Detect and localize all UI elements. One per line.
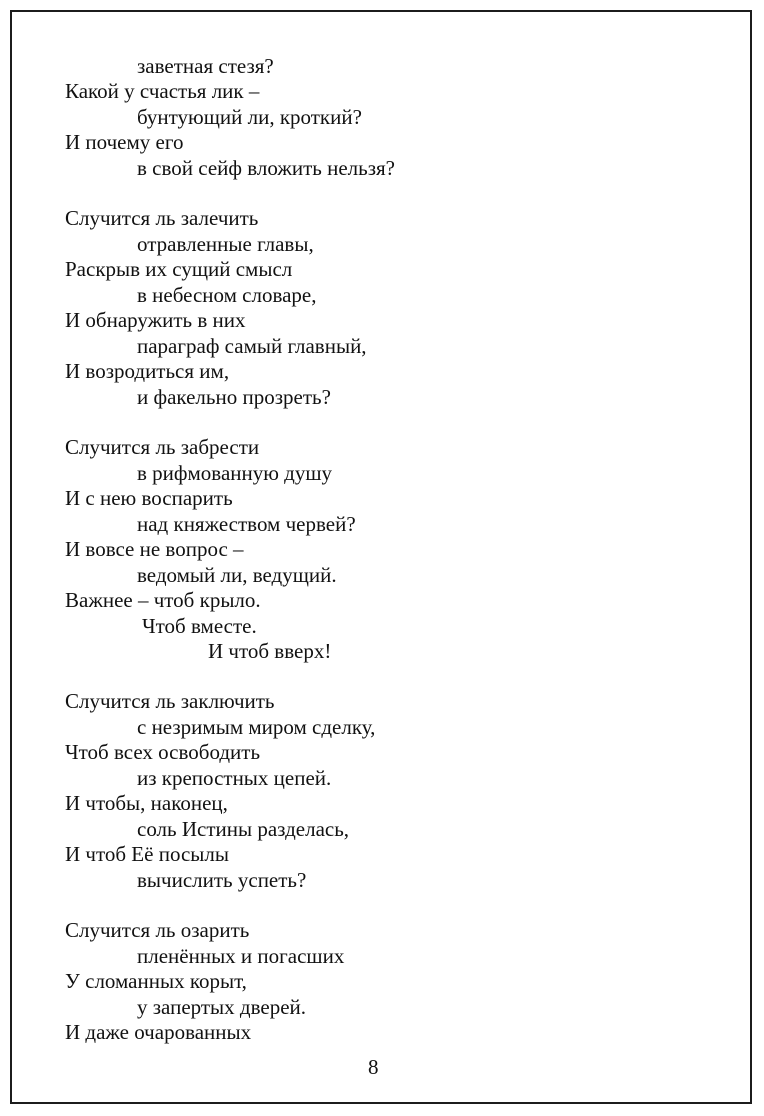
poem-line: Случится ль заключить bbox=[65, 689, 275, 713]
poem-line: заветная стезя? bbox=[137, 54, 274, 78]
poem-line: у запертых дверей. bbox=[137, 995, 307, 1019]
poem-line: отравленные главы, bbox=[137, 232, 314, 256]
poem-line: И даже очарованных bbox=[65, 1020, 252, 1044]
poem-line: Случится ль забрести bbox=[65, 435, 260, 459]
poem-line: И чтоб Её посылы bbox=[65, 842, 229, 866]
poem-line: и факельно прозреть? bbox=[137, 385, 331, 409]
page-number: 8 bbox=[368, 1055, 379, 1079]
poem-line: параграф самый главный, bbox=[137, 334, 367, 358]
poem-line: с незримым миром сделку, bbox=[137, 715, 376, 739]
poem-line: ведомый ли, ведущий. bbox=[137, 563, 337, 587]
poem-line: И чтоб вверх! bbox=[208, 639, 332, 663]
poem-line: И вовсе не вопрос – bbox=[65, 537, 244, 561]
poem-line: Случится ль озарить bbox=[65, 918, 250, 942]
poem-line: из крепостных цепей. bbox=[137, 766, 332, 790]
poem-line: в небесном словаре, bbox=[137, 283, 317, 307]
poem-line: вычислить успеть? bbox=[137, 868, 307, 892]
poem-line: Случится ль залечить bbox=[65, 206, 259, 230]
poem-line: соль Истины разделась, bbox=[137, 817, 350, 841]
poem-line: И почему его bbox=[65, 130, 184, 154]
poem-line: Какой у счастья лик – bbox=[65, 79, 260, 103]
poem-line: Чтоб всех освободить bbox=[65, 740, 261, 764]
poem-line: И чтобы, наконец, bbox=[65, 791, 228, 815]
poem-line: в свой сейф вложить нельзя? bbox=[137, 156, 395, 180]
poem-line: в рифмованную душу bbox=[137, 461, 333, 485]
poem-line: И обнаружить в них bbox=[65, 308, 246, 332]
poem-line: бунтующий ли, кроткий? bbox=[137, 105, 362, 129]
poem-line: над княжеством червей? bbox=[137, 512, 356, 536]
poem-line: И с нею воспарить bbox=[65, 486, 233, 510]
poem-line: Чтоб вместе. bbox=[142, 614, 257, 638]
poem-line: Важнее – чтоб крыло. bbox=[65, 588, 261, 612]
poem-line: Раскрыв их сущий смысл bbox=[65, 257, 293, 281]
poem-line: У сломанных корыт, bbox=[65, 969, 247, 993]
poem-line: И возродиться им, bbox=[65, 359, 230, 383]
poem-line: пленённых и погасших bbox=[137, 944, 345, 968]
page-frame bbox=[10, 10, 752, 1104]
